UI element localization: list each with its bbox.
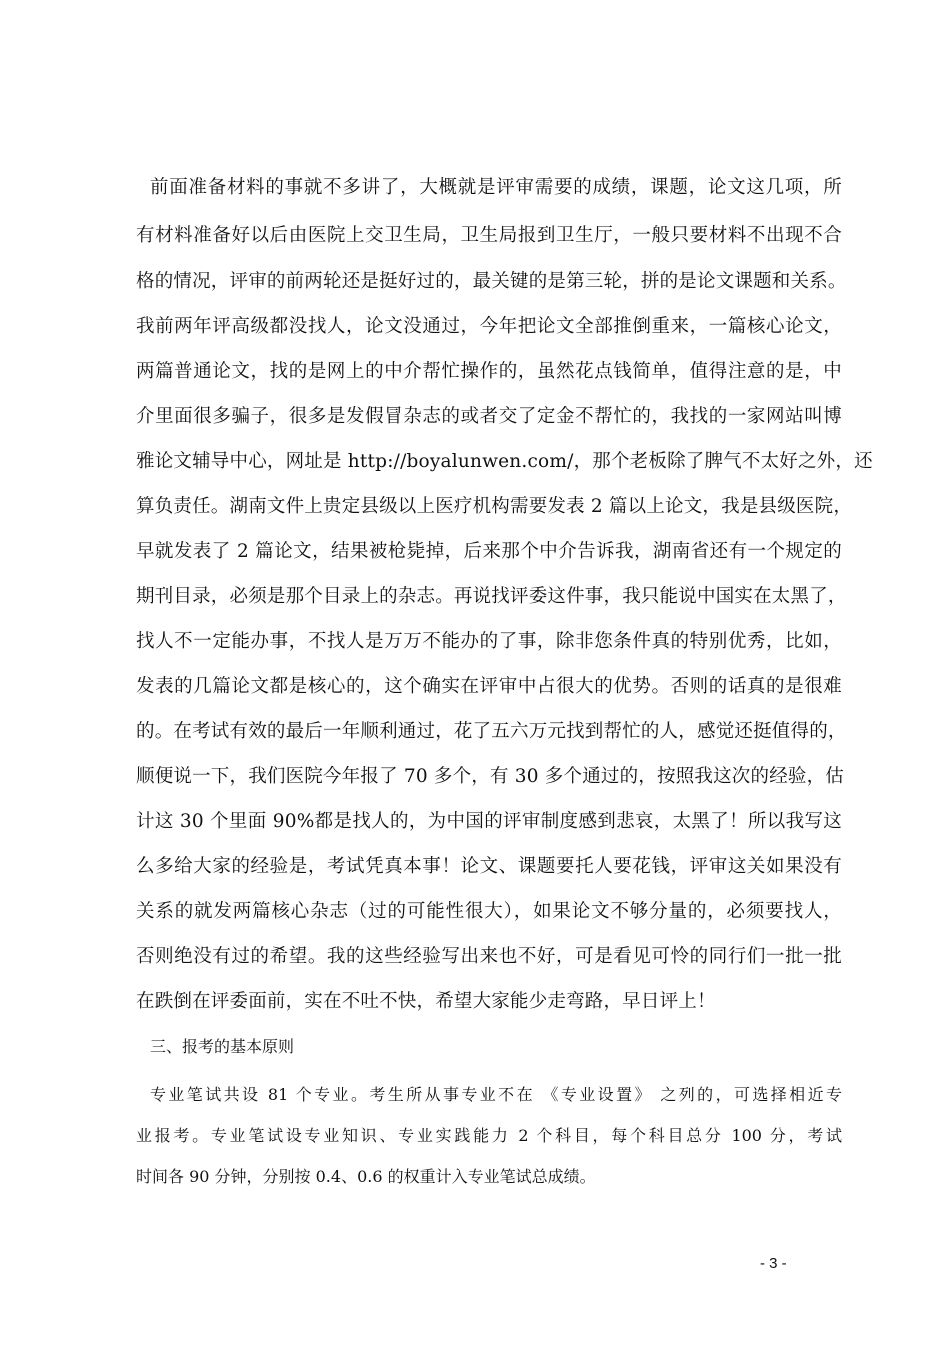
body-line-12: 发表的几篇论文都是核心的，这个确实在评审中占很大的优势。否则的话真的是很难 (136, 676, 842, 697)
body-line-8: 算负责任。湖南文件上贵定县级以上医疗机构需要发表 2 篇以上论文，我是县级医院， (136, 496, 853, 517)
body-line-15: 计这 30 个里面 90%都是找人的，为中国的评审制度感到悲哀，太黑了！所以我写这 (136, 811, 842, 832)
section-line-1: 专业笔试共设 81 个专业。考生所从事专业不在 《专业设置》 之列的，可选择相近专 (150, 1085, 842, 1104)
section-line-3: 时间各 90 分钟，分别按 0.4、0.6 的权重计入专业笔试总成绩。 (136, 1167, 596, 1186)
body-line-11: 找人不一定能办事，不找人是万万不能办的了事，除非您条件真的特别优秀，比如， (136, 631, 842, 652)
section-line-2: 业报考。专业笔试设专业知识、专业实践能力 2 个科目，每个科目总分 100 分，考试 (136, 1126, 842, 1145)
body-line-4: 我前两年评高级都没找人，论文没通过，今年把论文全部推倒重来，一篇核心论文， (136, 316, 842, 337)
body-line-3: 格的情况，评审的前两轮还是挺好过的，最关键的是第三轮，拼的是论文课题和关系。 (136, 271, 847, 292)
body-line-14: 顺便说一下，我们医院今年报了 70 多个，有 30 多个通过的，按照我这次的经验，估 (136, 766, 845, 787)
body-line-17: 关系的就发两篇核心杂志（过的可能性很大），如果论文不够分量的，必须要找人， (136, 901, 842, 922)
body-line-16: 么多给大家的经验是，考试凭真本事！论文、课题要托人要花钱，评审这关如果没有 (136, 856, 842, 877)
body-line-6: 介里面很多骗子，很多是发假冒杂志的或者交了定金不帮忙的，我找的一家网站叫博 (136, 406, 842, 427)
body-line-18: 否则绝没有过的希望。我的这些经验写出来也不好，可是看见可怜的同行们一批一批 (136, 946, 842, 967)
body-line-9: 早就发表了 2 篇论文，结果被枪毙掉，后来那个中介告诉我，湖南省还有一个规定的 (136, 541, 842, 562)
body-line-1: 前面准备材料的事就不多讲了，大概就是评审需要的成绩，课题，论文这几项，所 (150, 177, 842, 198)
section-heading: 三、报考的基本原则 (150, 1037, 295, 1056)
page-number: - 3 - (760, 1255, 787, 1272)
body-line-7: 雅论文辅导中心，网址是 http://boyalunwen.com/，那个老板除了脾气不太好之外，还 (136, 451, 873, 472)
body-line-5: 两篇普通论文，找的是网上的中介帮忙操作的，虽然花点钱简单，值得注意的是，中 (136, 361, 842, 382)
body-line-13: 的。在考试有效的最后一年顺利通过，花了五六万元找到帮忙的人，感觉还挺值得的， (136, 721, 847, 742)
body-line-19: 在跌倒在评委面前，实在不吐不快，希望大家能少走弯路，早日评上！ (136, 991, 716, 1012)
body-line-2: 有材料准备好以后由医院上交卫生局，卫生局报到卫生厅，一般只要材料不出现不合 (136, 225, 842, 246)
body-line-10: 期刊目录，必须是那个目录上的杂志。再说找评委这件事，我只能说中国实在太黑了， (136, 586, 847, 607)
